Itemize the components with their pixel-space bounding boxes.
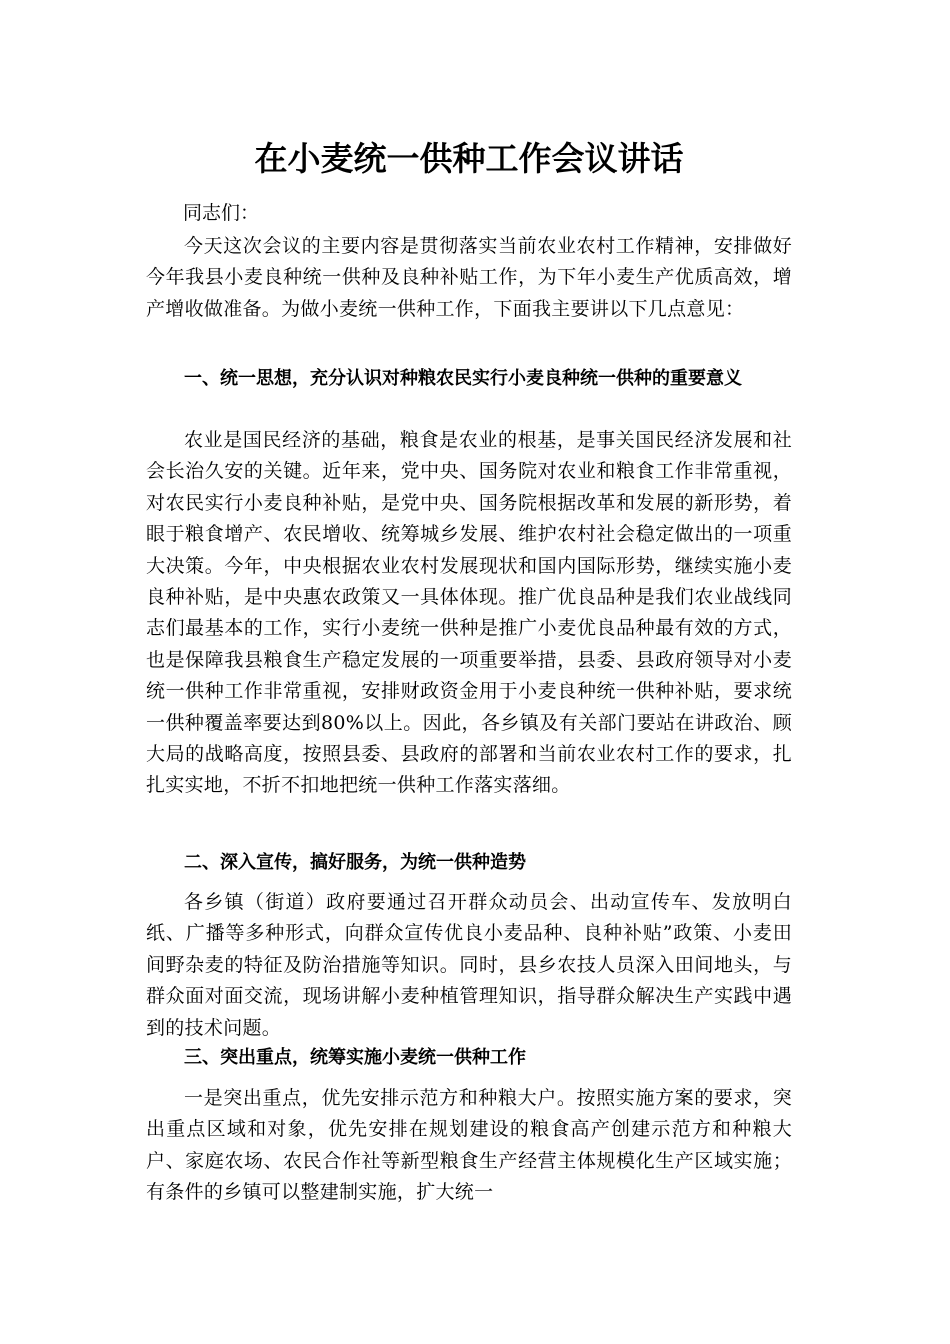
intro-paragraph: 今天这次会议的主要内容是贯彻落实当前农业农村工作精神，安排做好今年我县小麦良种统一供种及良种补贴工作，为下年小麦生产优质高效，增产增收做准备。为做小麦统一供种工作，下面我主要讲以下几点意见：	[146, 235, 792, 320]
section-3-heading: 三、突出重点，统筹实施小麦统一供种工作	[184, 1047, 526, 1068]
section-3-paragraph: 一是突出重点，优先安排示范方和种粮大户。按照实施方案的要求，突出重点区域和对象，优先安排在规划建设的粮食高产创建示范方和种粮大户、家庭农场、农民合作社等新型粮食生产经营主体规模化生产区域实施；有条件的乡镇可以整建制实施，扩大统一	[146, 1087, 792, 1204]
section-1-paragraph: 农业是国民经济的基础，粮食是农业的根基，是事关国民经济发展和社会长治久安的关键。近年来，党中央、国务院对农业和粮食工作非常重视，对农民实行小麦良种补贴，是党中央、国务院根据改革和发展的新形势，着眼于粮食增产、农民增收、统筹城乡发展、维护农村社会稳定做出的一项重大决策。今年，中央根据农业农村发展现状和国内国际形势，继续实施小麦良种补贴，是中央惠农政策又一具体体现。推广优良品种是我们农业战线同志们最基本的工作，实行小麦统一供种是推广小麦优良品种最有效的方式，也是保障我县粮食生产稳定发展的一项重要举措，县委、县政府领导对小麦统一供种工作非常重视，安排财政资金用于小麦良种统一供种补贴，要求统一供种覆盖率要达到80%以上。因此，各乡镇及有关部门要站在讲政治、顾大局的战略高度，按照县委、县政府的部署和当前农业农村工作的要求，扎扎实实地，不折不扣地把统一供种工作落实落细。	[146, 429, 792, 797]
section-2-heading: 二、深入宣传，搞好服务，为统一供种造势	[184, 852, 526, 873]
document-title: 在小麦统一供种工作会议讲话	[254, 139, 684, 178]
section-1-heading: 一、统一思想，充分认识对种粮农民实行小麦良种统一供种的重要意义	[184, 368, 742, 389]
section-2-paragraph: 各乡镇（街道）政府要通过召开群众动员会、出动宣传车、发放明白纸、广播等多种形式，向群众宣传优良小麦品种、良种补贴”政策、小麦田间野杂麦的特征及防治措施等知识。同时，县乡农技人员深入田间地头，与群众面对面交流，现场讲解小麦种植管理知识，指导群众解决生产实践中遇到的技术问题。	[146, 891, 792, 1039]
salutation: 同志们：	[183, 202, 260, 224]
